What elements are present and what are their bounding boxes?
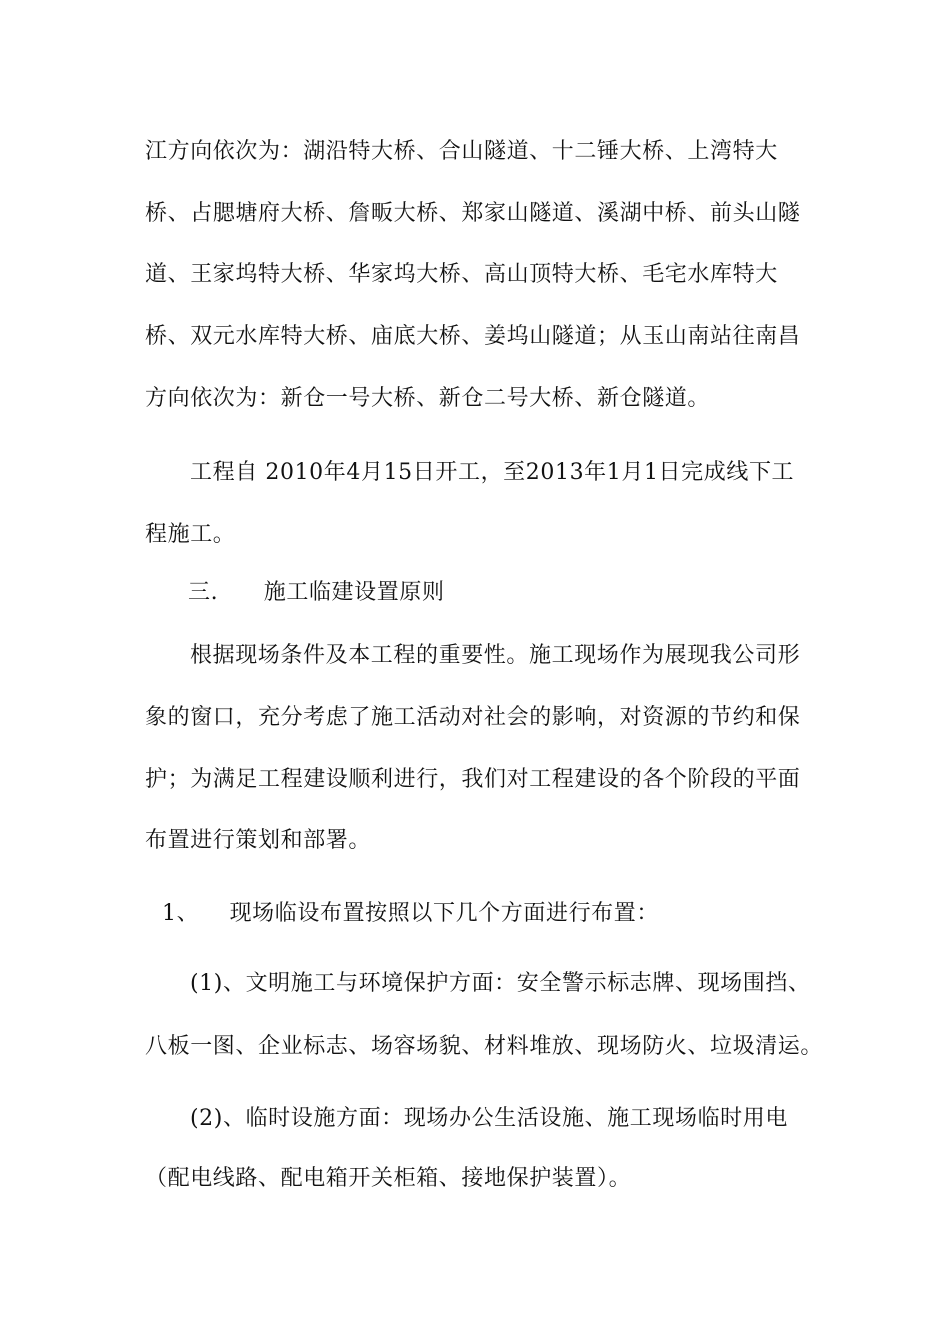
list-item: (1)、文明施工与环境保护方面：安全警示标志牌、现场围挡、 (190, 971, 811, 996)
text-line: 桥、占腮塘府大桥、詹畈大桥、郑家山隧道、溪湖中桥、前头山隧 (145, 201, 801, 226)
paragraph-line: 工程自 2010年4月15日开工，至2013年1月1日完成线下工 (190, 460, 795, 485)
paragraph-line: 根据现场条件及本工程的重要性。施工现场作为展现我公司形 (190, 643, 801, 668)
text-line: （配电线路、配电箱开关柜箱、接地保护装置）。 (145, 1166, 632, 1191)
list-heading: 1、 现场临设布置按照以下几个方面进行布置： (162, 901, 659, 926)
text-line: 江方向依次为：湖沿特大桥、合山隧道、十二锤大桥、上湾特大 (145, 139, 778, 164)
text-line: 八板一图、企业标志、场容场貌、材料堆放、现场防火、垃圾清运。 (145, 1034, 824, 1059)
list-item: (2)、临时设施方面：现场办公生活设施、施工现场临时用电 (190, 1106, 788, 1131)
text-line: 布置进行策划和部署。 (145, 828, 372, 853)
text-line: 护；为满足工程建设顺利进行，我们对工程建设的各个阶段的平面 (145, 767, 801, 792)
text-line: 方向依次为：新仓一号大桥、新仓二号大桥、新仓隧道。 (145, 386, 711, 411)
text-line: 桥、双元水库特大桥、庙底大桥、姜坞山隧道；从玉山南站往南昌 (145, 324, 801, 349)
text-line: 道、王家坞特大桥、华家坞大桥、高山顶特大桥、毛宅水库特大 (145, 262, 778, 287)
text-line: 程施工。 (145, 522, 236, 547)
section-heading: 三. 施工临建设置原则 (188, 580, 445, 605)
text-line: 象的窗口，充分考虑了施工活动对社会的影响，对资源的节约和保 (145, 705, 801, 730)
